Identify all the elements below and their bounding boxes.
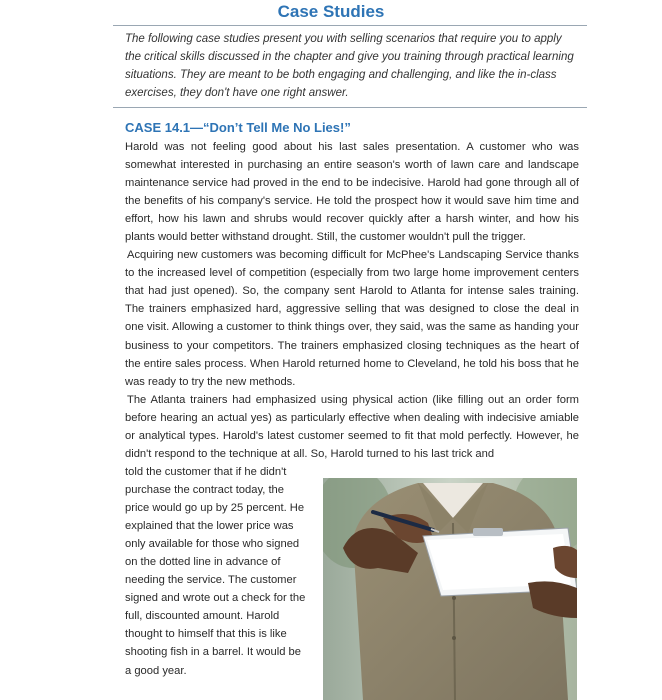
- case-heading: CASE 14.1—“Don’t Tell Me No Lies!”: [125, 120, 351, 135]
- case-paragraph: Harold was not feeling good about his last sales presentation. A customer who was somewhat interested in purchasing an entire season's worth of lawn care and landscape maintenance service had proved in the end to be indecisive. Harold had gone through all of the benefits of his company's service. He told the prospect how it would save him time and effort, how his lawn and shrubs would recover quickly after a harsh winter, and how his plants would better withstand drought. Still, the customer wouldn't pull the trigger.: [125, 141, 579, 244]
- case-body: [125, 138, 579, 463]
- page-title: Case Studies: [277, 2, 385, 21]
- case-column-text: told the customer that if he didn't purchase the contract today, the price would go up by 25 percent. He explained that the lower price was only available for those who signed on the dotted line in advance of needing the service. The customer signed and wrote out a check for the full, discounted amount. Harold thought to himself that this is like shooting fish in a barrel. It would be a good year.: [125, 466, 306, 677]
- case-paragraph: Acquiring new customers was becoming difficult for McPhee's Landscaping Service thanks to the increased level of competition (especially from two large home improvement centers that had just opened). So, the company sent Harold to Atlanta for intense sales training. The trainers emphasized hard, aggressive selling that was designed to close the deal in one visit. Allowing a customer to think things over, they said, was the same as handing your business to your competitors. The trainers emphasized closing techniques as the heart of the entire sales process. When Harold returned home to Cleveland, he told his boss that he was ready to try the new methods.: [125, 249, 579, 388]
- salesman-clipboard-photo: [323, 478, 577, 700]
- case-paragraph: The Atlanta trainers had emphasized using physical action (like filling out an order form before hearing an actual yes) as particularly effective when dealing with indecisive amiable or analytical types. Harold's latest customer seemed to fit that mold perfectly. However, he didn't respond to the technique at all. So, Harold turned to his last trick and: [125, 393, 579, 460]
- intro-paragraph: The following case studies present you with selling scenarios that require you to apply the critical skills discussed in the chapter and give you training through practical learning situations. They are meant to be both engaging and challenging, and like the in-class exercises, they don't have one right answer.: [125, 33, 574, 99]
- divider-top: [113, 25, 587, 26]
- divider-mid: [113, 107, 587, 108]
